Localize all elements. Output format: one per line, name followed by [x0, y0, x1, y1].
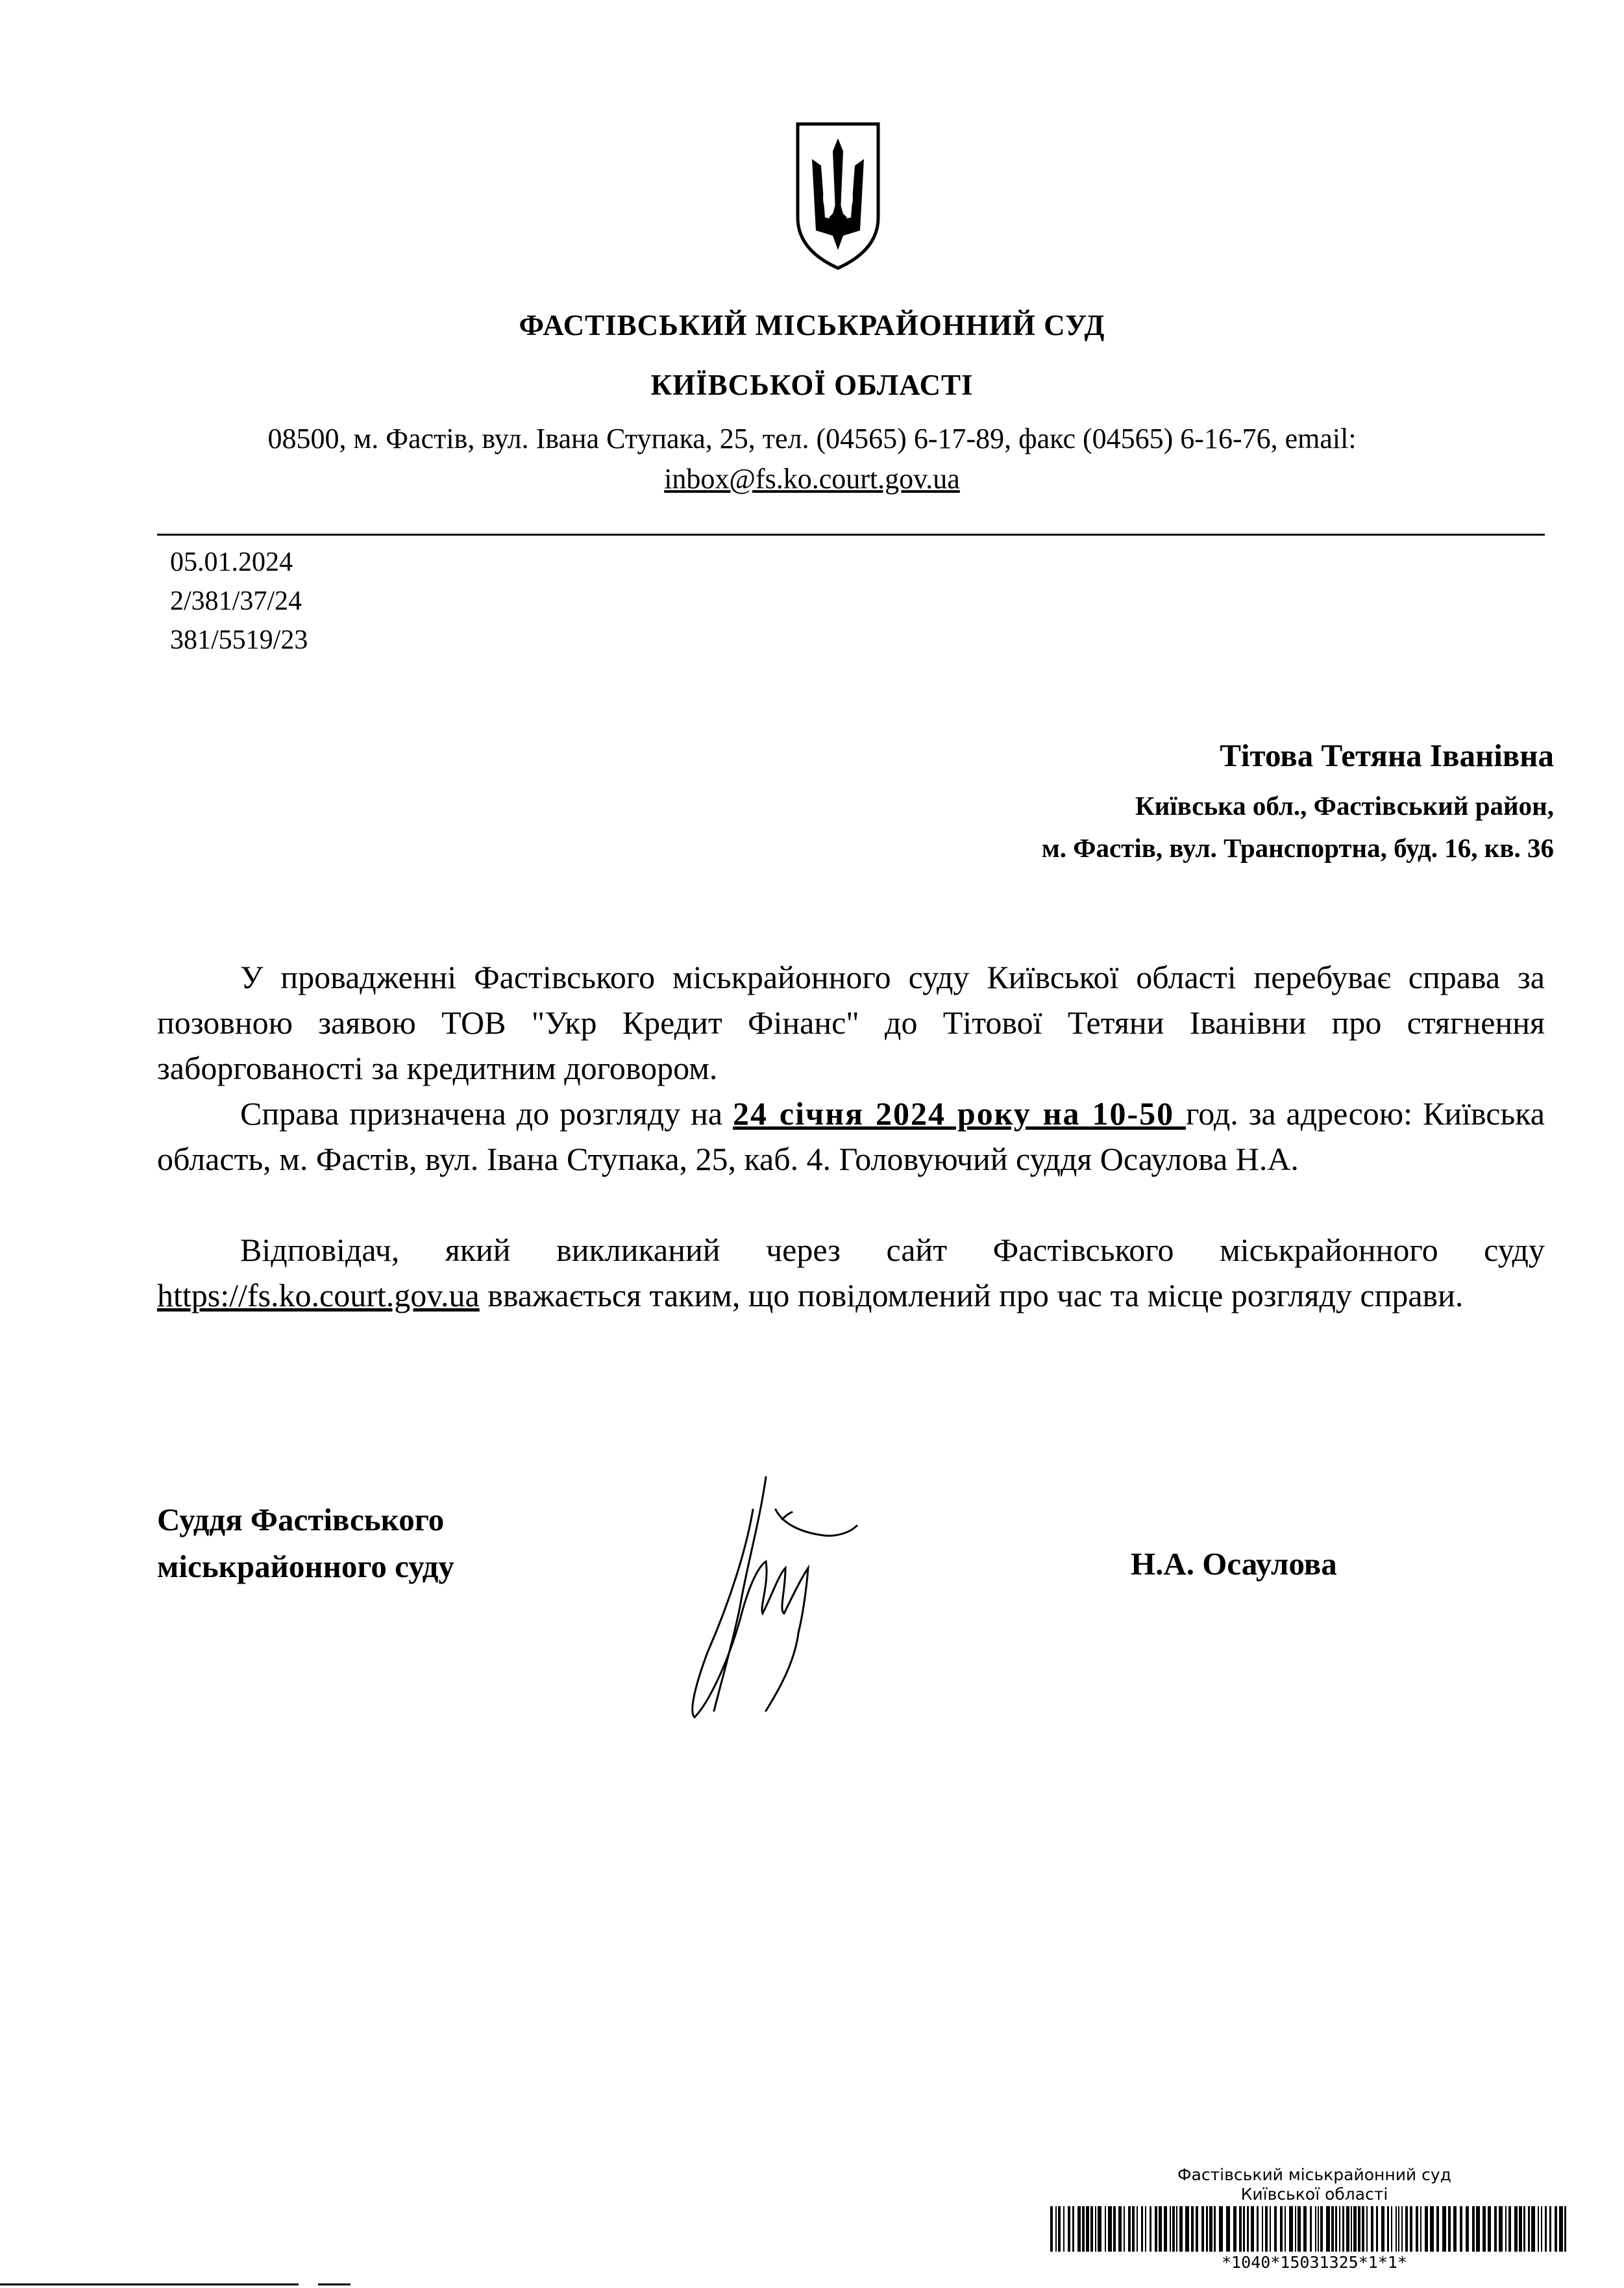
barcode-bar	[1315, 2206, 1316, 2252]
barcode-bar	[1082, 2206, 1085, 2252]
barcode-bar	[1405, 2206, 1408, 2252]
barcode-bar	[1342, 2206, 1344, 2252]
barcode-bar	[1514, 2206, 1518, 2252]
barcode-bar	[1155, 2206, 1157, 2252]
barcode-bar	[1371, 2206, 1373, 2252]
barcode-bar	[1164, 2206, 1167, 2252]
barcode-bar	[1549, 2206, 1551, 2252]
court-contacts: 08500, м. Фастів, вул. Івана Ступака, 25, тел. (04565) 6-17-89, факс (04565) 6-16-76, email:	[267, 423, 1357, 454]
barcode-bar	[1055, 2206, 1057, 2252]
court-email-line	[0, 462, 1624, 495]
barcode-bar	[1555, 2206, 1557, 2252]
barcode-bar	[1124, 2206, 1125, 2252]
barcode-bar	[1391, 2206, 1392, 2252]
barcode-bar	[1401, 2206, 1403, 2252]
recipient-name: Тітова Тетяна Іванівна	[1220, 738, 1554, 773]
barcode-bar	[1346, 2206, 1349, 2252]
barcode-bar	[1472, 2206, 1475, 2252]
barcode-bar	[1376, 2206, 1378, 2252]
barcode-bar	[1505, 2206, 1507, 2252]
barcode-bar	[1201, 2206, 1204, 2252]
barcode-bar	[1108, 2206, 1112, 2252]
barcode-bar	[1519, 2206, 1522, 2252]
barcode-bar	[1559, 2206, 1563, 2252]
barcode-bar	[1226, 2206, 1230, 2252]
barcode-bar	[1466, 2206, 1469, 2252]
barcode-bar	[1239, 2206, 1242, 2252]
barcode-bar	[1132, 2206, 1135, 2252]
hearing-datetime: 24 січня 2024 року на 10-50	[733, 1095, 1187, 1132]
barcode-bar	[1257, 2206, 1259, 2252]
barcode-bar	[1247, 2206, 1249, 2252]
barcode-bar	[1564, 2206, 1566, 2252]
notice-outro: вважається таким, що повідомлений про час та місце розгляду справи.	[479, 1277, 1464, 1313]
barcode-bar	[1362, 2206, 1364, 2252]
barcode-bar	[1448, 2206, 1451, 2252]
barcode-bar	[1436, 2206, 1439, 2252]
barcode-bar	[1170, 2206, 1171, 2252]
barcode-bar	[1077, 2206, 1081, 2252]
barcode-bar	[1381, 2206, 1384, 2252]
signer-title-line2: міськрайонного суду	[157, 1548, 454, 1584]
barcode-bar	[1095, 2206, 1096, 2252]
barcode-bar	[1331, 2206, 1334, 2252]
barcode-bar	[1310, 2206, 1312, 2252]
barcode-bar	[1358, 2206, 1360, 2252]
hearing-intro: Справа призначена до розгляду на	[240, 1095, 733, 1132]
stamp-court-name: Фастівський міськрайонний суд	[1177, 2165, 1451, 2184]
barcode-bar	[1541, 2206, 1542, 2252]
barcode-bar	[1191, 2206, 1194, 2252]
barcode-bar	[1351, 2206, 1352, 2252]
barcode-bar	[1398, 2206, 1399, 2252]
barcode-bar	[1425, 2206, 1428, 2252]
barcode-bar	[1219, 2206, 1223, 2252]
barcode-bar	[1531, 2206, 1535, 2252]
barcode-bar	[1396, 2206, 1397, 2252]
barcode-bar	[1387, 2206, 1389, 2252]
barcode-bar	[1298, 2206, 1301, 2252]
barcode-bar	[1270, 2206, 1271, 2252]
barcode-bar	[1339, 2206, 1340, 2252]
barcode-bar	[1214, 2206, 1216, 2252]
barcode-bar	[1416, 2206, 1418, 2252]
barcode-bar	[1320, 2206, 1323, 2252]
barcode-bar	[1366, 2206, 1368, 2252]
barcode-bar	[1185, 2206, 1189, 2252]
court-website-link[interactable]: https://fs.ko.court.gov.ua	[157, 1277, 480, 1313]
footer-rule	[0, 2283, 299, 2285]
barcode-bar	[1545, 2206, 1547, 2252]
barcode-bar	[1483, 2206, 1486, 2252]
barcode-bar	[1353, 2206, 1357, 2252]
barcode-bar	[1538, 2206, 1539, 2252]
barcode-bar	[1289, 2206, 1293, 2252]
court-email-link[interactable]: inbox@fs.ko.court.gov.ua	[664, 463, 960, 495]
court-name-line2: КИЇВСЬКОЇ ОБЛАСТІ	[650, 369, 974, 401]
barcode-bar	[1137, 2206, 1138, 2252]
stamp-region: Київської області	[1240, 2185, 1388, 2204]
barcode-bar	[1141, 2206, 1143, 2252]
barcode-bar	[1098, 2206, 1101, 2252]
barcode-bar	[1243, 2206, 1245, 2252]
barcode-bar	[1128, 2206, 1131, 2252]
barcode-bar	[1209, 2206, 1212, 2252]
barcode-bar	[1499, 2206, 1503, 2252]
barcode-bar	[1303, 2206, 1307, 2252]
barcode-bar	[1179, 2206, 1183, 2252]
barcode-bar	[1251, 2206, 1254, 2252]
barcode-bar	[1528, 2206, 1530, 2252]
barcode-bar	[1086, 2206, 1089, 2252]
body-paragraph-3	[157, 1227, 1545, 1318]
barcode-bar	[1318, 2206, 1319, 2252]
barcode-bar	[1430, 2206, 1434, 2252]
barcode-bar	[1196, 2206, 1198, 2252]
header-divider	[157, 534, 1545, 536]
barcode-bar	[1280, 2206, 1283, 2252]
barcode-bar	[1420, 2206, 1421, 2252]
recipient-address-line2: м. Фастів, вул. Транспортна, буд. 16, кв. 36	[1041, 833, 1554, 863]
barcode-bar	[1460, 2206, 1462, 2252]
barcode-number: *1040*15031325*1*1*	[1222, 2253, 1407, 2272]
hearing-details: год. за адресою: Київська область, м. Фастів, вул. Івана Ступака, 25, каб. 4. Головуючий суддя Осаулова Н.А.	[157, 1095, 1545, 1177]
barcode-bar	[1058, 2206, 1061, 2252]
court-name-line1: ФАСТІВСЬКИЙ МІСЬКРАЙОННИЙ СУД	[519, 309, 1105, 342]
barcode-bar	[1508, 2206, 1511, 2252]
outgoing-number: 2/381/37/24	[170, 586, 302, 616]
barcode-bar	[1072, 2206, 1074, 2252]
footer-rule-short	[318, 2283, 351, 2285]
case-number: 381/5519/23	[170, 625, 308, 655]
barcode-bar	[1113, 2206, 1116, 2252]
barcode-bar	[1159, 2206, 1162, 2252]
barcode-bar	[1265, 2206, 1268, 2252]
barcode-bar	[1150, 2206, 1151, 2252]
barcode-bar	[1476, 2206, 1480, 2252]
barcode-bar	[1285, 2206, 1286, 2252]
recipient-address-line1: Київська обл., Фастівський район,	[1135, 791, 1554, 821]
barcode-bar	[1335, 2206, 1337, 2252]
coat-of-arms-icon	[793, 120, 883, 273]
barcode-bar	[1488, 2206, 1491, 2252]
barcode-bar	[1105, 2206, 1106, 2252]
body-paragraph-1: У провадженні Фастівського міськрайонного суду Київської області перебуває справа за позовною заявою ТОВ "Укр Кредит Фінанс" до Тітової Тетяни Іванівни про стягнення заборгованості за кредитним договором.	[157, 959, 1545, 1086]
barcode-bar	[1050, 2206, 1053, 2252]
barcode-bar	[1494, 2206, 1497, 2252]
barcode-bar	[1233, 2206, 1236, 2252]
barcode-bar	[1295, 2206, 1296, 2252]
signer-name: Н.А. Осаулова	[1131, 1546, 1337, 1582]
barcode-bar	[1172, 2206, 1175, 2252]
barcode-bar	[1274, 2206, 1277, 2252]
notice-intro: Відповідач, який викликаний через сайт Фастівського міськрайонного суду	[240, 1232, 1545, 1268]
barcode-bar	[1118, 2206, 1122, 2252]
handwritten-signature	[669, 1471, 863, 1721]
barcode-bar	[1442, 2206, 1446, 2252]
signer-title-line1: Суддя Фастівського	[157, 1502, 445, 1537]
body-paragraph-2	[157, 1091, 1545, 1182]
barcode-bar	[1523, 2206, 1525, 2252]
barcode-bar	[1262, 2206, 1263, 2252]
barcode-bar	[1453, 2206, 1457, 2252]
document-barcode	[1050, 2206, 1567, 2252]
barcode-bar	[1145, 2206, 1146, 2252]
barcode-bar	[1063, 2206, 1064, 2252]
barcode-bar	[1090, 2206, 1093, 2252]
barcode-bar	[1068, 2206, 1070, 2252]
barcode-bar	[1206, 2206, 1208, 2252]
barcode-bar	[1326, 2206, 1330, 2252]
barcode-bar	[1410, 2206, 1412, 2252]
barcode-bar	[1176, 2206, 1177, 2252]
letter-date: 05.01.2024	[170, 547, 293, 577]
